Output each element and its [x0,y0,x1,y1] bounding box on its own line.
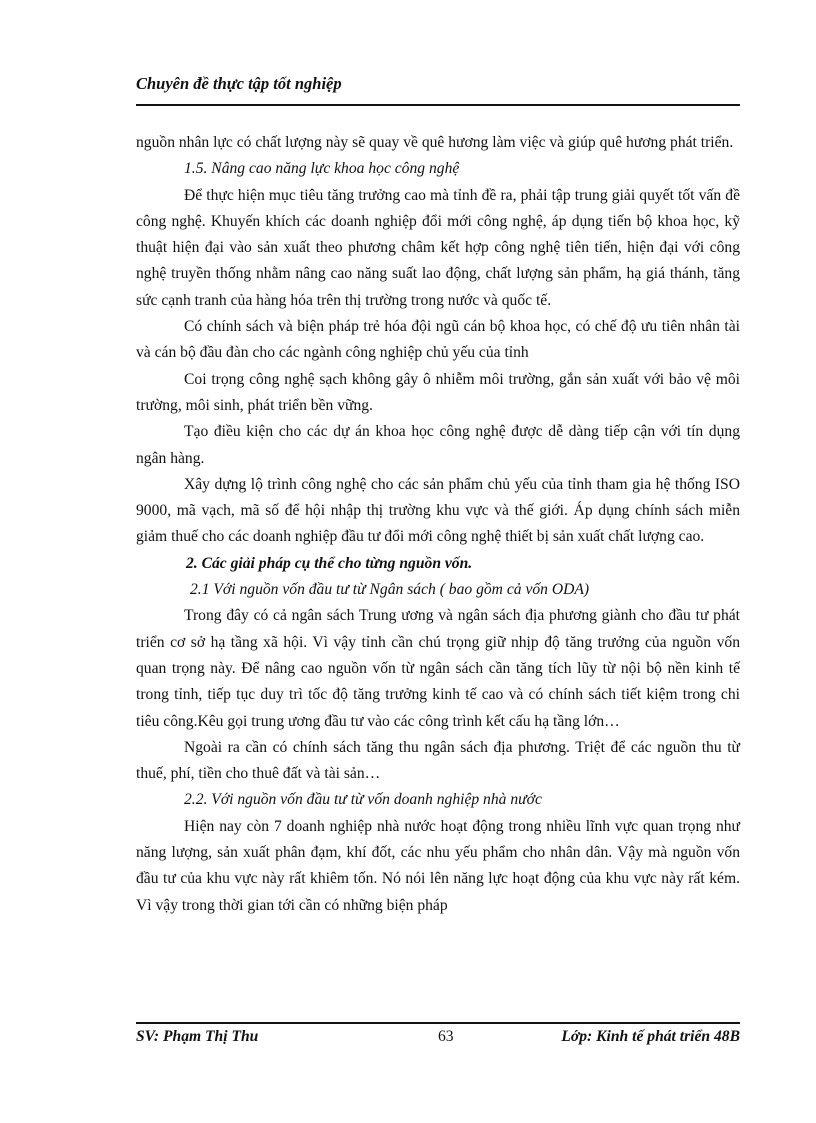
section-heading-2-1: 2.1 Với nguồn vốn đầu tư từ Ngân sách ( bao gồm cả vốn ODA) [190,581,590,599]
footer-divider [136,1022,740,1024]
footer-student-name: SV: Phạm Thị Thu [136,1028,259,1045]
paragraph: Hiện nay còn 7 doanh nghiệp nhà nước hoạt động trong nhiều lĩnh vực quan trọng như năng lượng, sản xuất phân đạm, khí đốt, các nhu yếu phẩm cho nhân dân. Vậy mà nguồn vốn đầu tư của khu vực này rất khiêm tốn. Nó nói lên năng lực hoạt động của khu vực này rất kém. Vì vậy trong thời gian tới cần có những biện pháp [136,817,740,914]
page-footer [136,1028,740,1052]
page-number: 63 [438,1028,454,1045]
page-header: Chuyên đề thực tập tốt nghiệp [136,74,342,93]
section-heading-1-5: 1.5. Nâng cao năng lực khoa học công nghệ [184,160,460,178]
paragraph: Coi trọng công nghệ sạch không gây ô nhiễm môi trường, gắn sản xuất với bảo vệ môi trường, môi sinh, phát triển bền vững. [136,370,740,414]
header-divider [136,104,740,106]
section-heading-2-2: 2.2. Với nguồn vốn đầu tư từ vốn doanh nghiệp nhà nước [184,791,542,809]
document-body [136,130,740,919]
paragraph: Tạo điều kiện cho các dự án khoa học công nghệ được dễ dàng tiếp cận với tín dụng ngân hàng. [136,423,740,467]
paragraph-continuation: nguồn nhân lực có chất lượng này sẽ quay về quê hương làm việc và giúp quê hương phát triển. [136,134,734,151]
paragraph: Ngoài ra cần có chính sách tăng thu ngân sách địa phương. Triệt để các nguồn thu từ thuế, phí, tiền cho thuê đất và tài sản… [136,738,740,783]
paragraph: Có chính sách và biện pháp trẻ hóa đội ngũ cán bộ khoa học, có chế độ ưu tiên nhân tài và cán bộ đầu đàn cho các ngành công nghiệp chủ yếu của tỉnh [136,318,740,362]
paragraph: Trong đây có cả ngân sách Trung ương và ngân sách địa phương giành cho đầu tư phát triển cơ sở hạ tầng xã hội. Vì vậy tỉnh cần chú trọng giữ nhịp độ tăng trưởng của nguồn vốn quan trọng này. Để nâng cao nguồn vốn từ ngân sách cần tăng tích lũy từ nội bộ nền kinh tế trong tỉnh, tiếp tục duy trì tốc độ tăng trưởng kinh tế cao và có chính sách tiết kiệm trong chi tiêu công.Kêu gọi trung ương đầu tư vào các công trình kết cấu hạ tầng lớn… [136,607,740,730]
section-heading-2: 2. Các giải pháp cụ thể cho từng nguồn vốn. [186,554,473,572]
paragraph: Để thực hiện mục tiêu tăng trưởng cao mà tỉnh đề ra, phải tập trung giải quyết tốt vấn đề công nghệ. Khuyến khích các doanh nghiệp đổi mới công nghệ, áp dụng tiến bộ khoa học, kỹ thuật hiện đại vào sản xuất theo phương châm kết hợp công nghệ tiên tiến, hiện đại với công nghệ truyền thống nhằm nâng cao năng suất lao động, chất lượng sản phẩm, hạ giá thánh, tăng sức cạnh tranh của hàng hóa trên thị trường trong nước và quốc tế. [136,186,740,309]
footer-class-name: Lớp: Kinh tế phát triển 48B [561,1028,740,1045]
paragraph: Xây dựng lộ trình công nghệ cho các sản phẩm chủ yếu của tỉnh tham gia hệ thống ISO 9000, mã vạch, mã số để hội nhập thị trường khu vực và thế giới. Áp dụng chính sách miễn giảm thuế cho các doanh nghiệp đầu tư đổi mới công nghệ thiết bị sản xuất chất lượng cao. [136,475,740,546]
